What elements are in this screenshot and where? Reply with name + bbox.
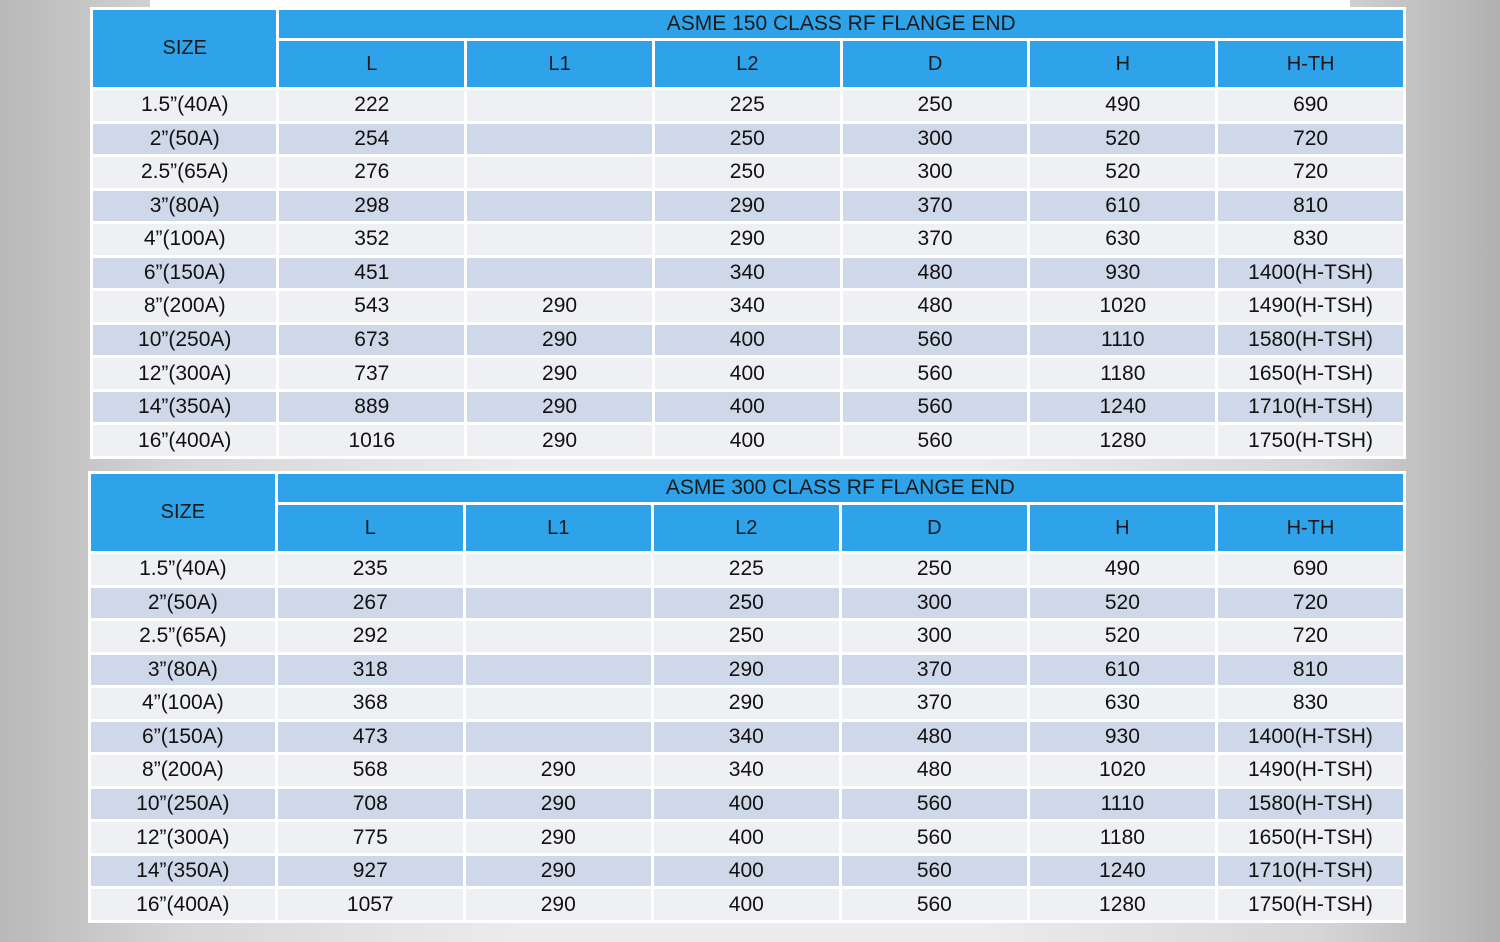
value-cell: 276 — [279, 157, 464, 188]
value-cell: 568 — [278, 755, 463, 786]
table-row — [93, 291, 1403, 322]
value-cell: 267 — [278, 588, 463, 619]
value-cell: 1180 — [1030, 358, 1215, 389]
value-cell: 560 — [842, 856, 1027, 887]
value-cell: 810 — [1218, 655, 1403, 686]
value-cell: 318 — [278, 655, 463, 686]
table-row — [93, 392, 1403, 423]
value-cell: 368 — [278, 688, 463, 719]
table-row — [93, 425, 1403, 456]
table-title: ASME 150 CLASS RF FLANGE END — [279, 10, 1403, 38]
table-row — [91, 789, 1403, 820]
value-cell — [466, 722, 651, 753]
value-cell: 1180 — [1030, 822, 1215, 853]
value-cell — [467, 191, 652, 222]
value-cell: 690 — [1218, 554, 1403, 585]
value-cell: 889 — [279, 392, 464, 423]
value-cell: 480 — [842, 722, 1027, 753]
column-header-l: L — [279, 41, 464, 87]
value-cell: 290 — [466, 856, 651, 887]
value-cell: 1710(H-TSH) — [1218, 856, 1403, 887]
value-cell: 480 — [842, 755, 1027, 786]
size-cell: 6”(150A) — [93, 258, 276, 289]
value-cell: 400 — [655, 425, 840, 456]
value-cell: 1280 — [1030, 889, 1215, 920]
value-cell: 451 — [279, 258, 464, 289]
value-cell — [467, 258, 652, 289]
value-cell: 520 — [1030, 588, 1215, 619]
value-cell: 520 — [1030, 157, 1215, 188]
size-cell: 8”(200A) — [93, 291, 276, 322]
value-cell: 610 — [1030, 655, 1215, 686]
table-row — [91, 755, 1403, 786]
value-cell: 290 — [654, 688, 839, 719]
value-cell: 1016 — [279, 425, 464, 456]
table-body — [93, 90, 1403, 456]
value-cell: 610 — [1030, 191, 1215, 222]
value-cell — [466, 688, 651, 719]
size-cell: 2.5”(65A) — [93, 157, 276, 188]
value-cell: 720 — [1218, 157, 1403, 188]
value-cell: 250 — [654, 588, 839, 619]
value-cell: 1750(H-TSH) — [1218, 889, 1403, 920]
table-row — [93, 358, 1403, 389]
value-cell: 810 — [1218, 191, 1403, 222]
value-cell: 720 — [1218, 124, 1403, 155]
value-cell: 370 — [843, 191, 1028, 222]
value-cell — [466, 588, 651, 619]
value-cell: 290 — [467, 291, 652, 322]
value-cell: 370 — [842, 655, 1027, 686]
size-cell: 8”(200A) — [91, 755, 275, 786]
table-row — [93, 325, 1403, 356]
table-row — [91, 889, 1403, 920]
value-cell: 300 — [842, 621, 1027, 652]
table-row — [91, 688, 1403, 719]
value-cell: 560 — [842, 889, 1027, 920]
value-cell: 340 — [654, 755, 839, 786]
value-cell: 290 — [467, 358, 652, 389]
table-row — [93, 224, 1403, 255]
value-cell: 235 — [278, 554, 463, 585]
value-cell: 1020 — [1030, 291, 1215, 322]
value-cell: 300 — [843, 124, 1028, 155]
size-cell: 16”(400A) — [93, 425, 276, 456]
column-header-l2: L2 — [655, 41, 840, 87]
value-cell: 720 — [1218, 588, 1403, 619]
value-cell: 400 — [654, 822, 839, 853]
value-cell: 720 — [1218, 621, 1403, 652]
value-cell: 1750(H-TSH) — [1218, 425, 1403, 456]
value-cell: 300 — [842, 588, 1027, 619]
value-cell: 1280 — [1030, 425, 1215, 456]
value-cell: 1020 — [1030, 755, 1215, 786]
column-header-l: L — [278, 505, 463, 551]
value-cell: 290 — [466, 822, 651, 853]
value-cell: 480 — [843, 258, 1028, 289]
value-cell: 708 — [278, 789, 463, 820]
value-cell: 225 — [655, 90, 840, 121]
value-cell: 290 — [467, 325, 652, 356]
column-header-h-th: H-TH — [1218, 41, 1403, 87]
size-cell: 3”(80A) — [91, 655, 275, 686]
value-cell: 290 — [467, 425, 652, 456]
value-cell: 830 — [1218, 224, 1403, 255]
value-cell: 830 — [1218, 688, 1403, 719]
value-cell: 340 — [655, 258, 840, 289]
value-cell: 1110 — [1030, 789, 1215, 820]
value-cell: 1240 — [1030, 856, 1215, 887]
value-cell: 490 — [1030, 554, 1215, 585]
value-cell: 290 — [466, 889, 651, 920]
size-cell: 12”(300A) — [91, 822, 275, 853]
value-cell: 1580(H-TSH) — [1218, 325, 1403, 356]
value-cell: 300 — [843, 157, 1028, 188]
value-cell: 473 — [278, 722, 463, 753]
size-cell: 14”(350A) — [91, 856, 275, 887]
value-cell: 560 — [843, 392, 1028, 423]
value-cell: 225 — [654, 554, 839, 585]
value-cell: 560 — [842, 822, 1027, 853]
column-header-h: H — [1030, 41, 1215, 87]
value-cell: 1580(H-TSH) — [1218, 789, 1403, 820]
value-cell: 292 — [278, 621, 463, 652]
value-cell: 400 — [655, 392, 840, 423]
size-cell: 4”(100A) — [93, 224, 276, 255]
size-cell: 10”(250A) — [91, 789, 275, 820]
value-cell: 250 — [655, 157, 840, 188]
value-cell: 737 — [279, 358, 464, 389]
table-row — [91, 621, 1403, 652]
table-row — [93, 191, 1403, 222]
value-cell: 560 — [843, 325, 1028, 356]
table-row — [93, 90, 1403, 121]
table-row — [91, 554, 1403, 585]
value-cell: 560 — [842, 789, 1027, 820]
value-cell: 480 — [843, 291, 1028, 322]
value-cell: 1110 — [1030, 325, 1215, 356]
value-cell: 340 — [654, 722, 839, 753]
column-header-h-th: H-TH — [1218, 505, 1403, 551]
table-row — [93, 124, 1403, 155]
size-cell: 16”(400A) — [91, 889, 275, 920]
value-cell — [466, 655, 651, 686]
size-cell: 14”(350A) — [93, 392, 276, 423]
size-header: SIZE — [91, 474, 275, 551]
value-cell: 250 — [655, 124, 840, 155]
column-header-d: D — [843, 41, 1028, 87]
value-cell: 352 — [279, 224, 464, 255]
value-cell: 340 — [655, 291, 840, 322]
value-cell: 250 — [842, 554, 1027, 585]
value-cell: 400 — [655, 325, 840, 356]
value-cell: 222 — [279, 90, 464, 121]
value-cell: 254 — [279, 124, 464, 155]
asme-300-table-container — [88, 471, 1406, 923]
value-cell: 298 — [279, 191, 464, 222]
value-cell: 250 — [654, 621, 839, 652]
size-cell: 1.5”(40A) — [93, 90, 276, 121]
value-cell: 630 — [1030, 224, 1215, 255]
value-cell: 290 — [466, 755, 651, 786]
value-cell: 520 — [1030, 124, 1215, 155]
size-header: SIZE — [93, 10, 276, 87]
value-cell: 560 — [843, 358, 1028, 389]
value-cell — [467, 157, 652, 188]
column-header-l2: L2 — [654, 505, 839, 551]
value-cell: 370 — [842, 688, 1027, 719]
value-cell: 250 — [843, 90, 1028, 121]
size-cell: 12”(300A) — [93, 358, 276, 389]
value-cell: 690 — [1218, 90, 1403, 121]
size-cell: 2”(50A) — [91, 588, 275, 619]
value-cell: 400 — [655, 358, 840, 389]
value-cell: 1490(H-TSH) — [1218, 755, 1403, 786]
value-cell: 1400(H-TSH) — [1218, 722, 1403, 753]
value-cell: 930 — [1030, 258, 1215, 289]
value-cell — [467, 90, 652, 121]
value-cell: 630 — [1030, 688, 1215, 719]
value-cell: 1650(H-TSH) — [1218, 822, 1403, 853]
column-header-l1: L1 — [466, 505, 651, 551]
value-cell: 290 — [654, 655, 839, 686]
value-cell: 560 — [843, 425, 1028, 456]
value-cell: 490 — [1030, 90, 1215, 121]
size-cell: 6”(150A) — [91, 722, 275, 753]
value-cell: 400 — [654, 789, 839, 820]
table-title: ASME 300 CLASS RF FLANGE END — [278, 474, 1403, 502]
value-cell: 1490(H-TSH) — [1218, 291, 1403, 322]
value-cell: 1400(H-TSH) — [1218, 258, 1403, 289]
table-body — [91, 554, 1403, 920]
size-cell: 2.5”(65A) — [91, 621, 275, 652]
value-cell: 673 — [279, 325, 464, 356]
table-row — [93, 258, 1403, 289]
value-cell: 400 — [654, 889, 839, 920]
value-cell: 290 — [655, 224, 840, 255]
size-cell: 1.5”(40A) — [91, 554, 275, 585]
value-cell: 927 — [278, 856, 463, 887]
size-cell: 3”(80A) — [93, 191, 276, 222]
table-row — [91, 822, 1403, 853]
value-cell — [466, 554, 651, 585]
column-header-h: H — [1030, 505, 1215, 551]
size-cell: 10”(250A) — [93, 325, 276, 356]
table-row — [91, 722, 1403, 753]
value-cell: 290 — [467, 392, 652, 423]
size-cell: 2”(50A) — [93, 124, 276, 155]
table-row — [93, 157, 1403, 188]
value-cell: 775 — [278, 822, 463, 853]
value-cell: 930 — [1030, 722, 1215, 753]
value-cell: 400 — [654, 856, 839, 887]
column-header-d: D — [842, 505, 1027, 551]
table-row — [91, 655, 1403, 686]
table-row — [91, 856, 1403, 887]
value-cell: 1240 — [1030, 392, 1215, 423]
value-cell: 543 — [279, 291, 464, 322]
column-header-l1: L1 — [467, 41, 652, 87]
asme-150-table — [90, 7, 1406, 459]
size-cell: 4”(100A) — [91, 688, 275, 719]
value-cell: 290 — [466, 789, 651, 820]
table-row — [91, 588, 1403, 619]
asme-150-table-container — [90, 7, 1406, 459]
value-cell: 520 — [1030, 621, 1215, 652]
asme-300-table — [88, 471, 1406, 923]
value-cell — [466, 621, 651, 652]
value-cell: 1650(H-TSH) — [1218, 358, 1403, 389]
value-cell — [467, 124, 652, 155]
value-cell: 370 — [843, 224, 1028, 255]
value-cell: 1057 — [278, 889, 463, 920]
value-cell: 290 — [655, 191, 840, 222]
value-cell: 1710(H-TSH) — [1218, 392, 1403, 423]
value-cell — [467, 224, 652, 255]
